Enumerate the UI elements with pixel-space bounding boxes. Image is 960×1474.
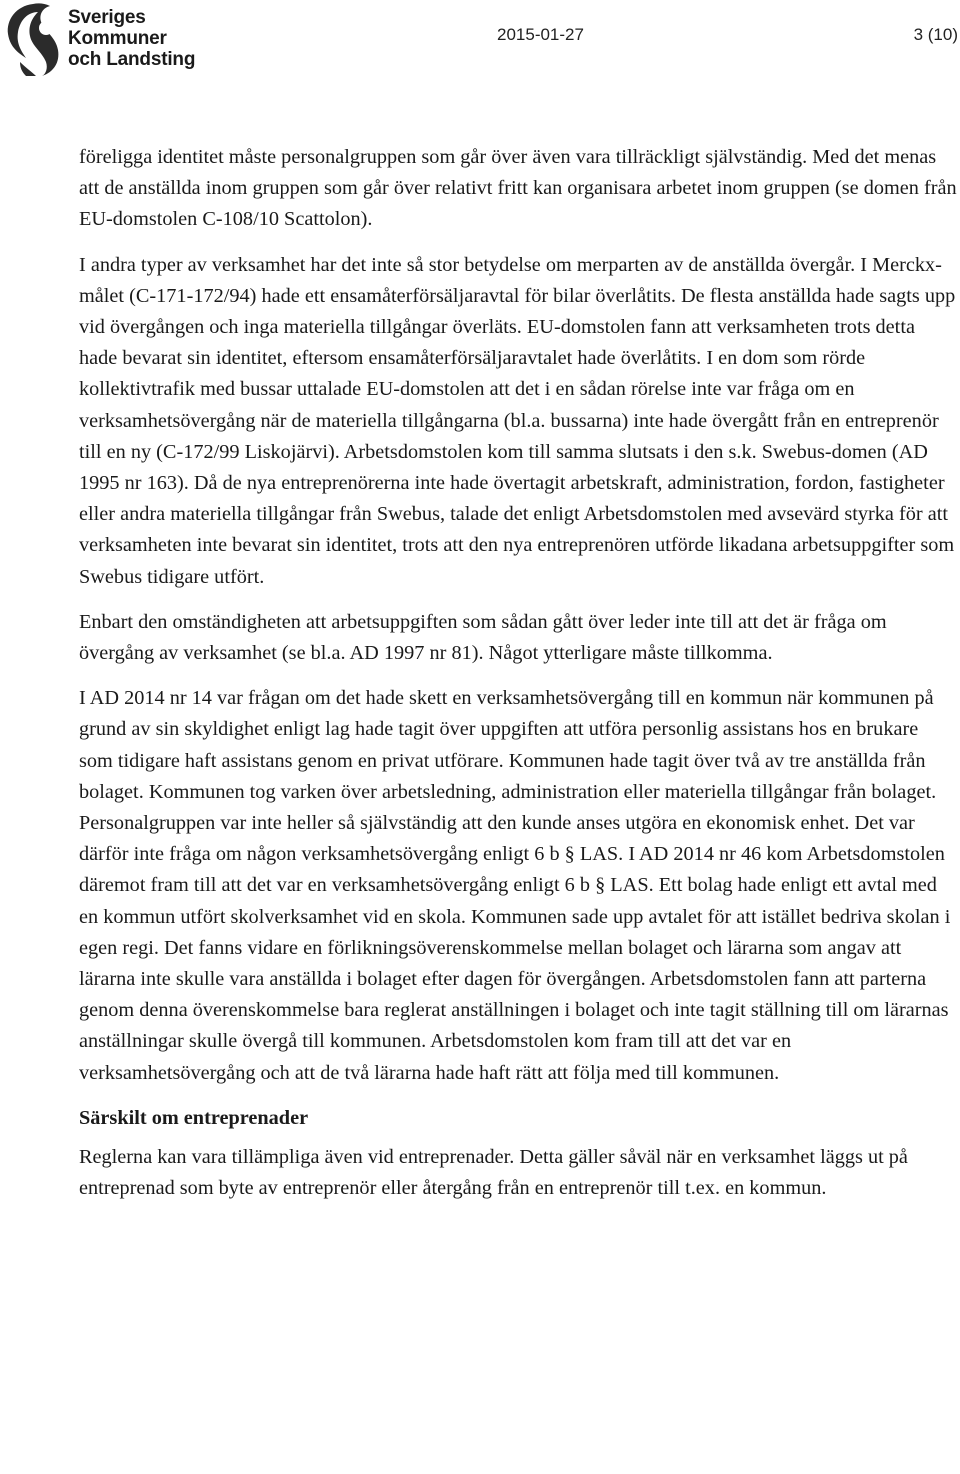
paragraph-1: föreligga identitet måste personalgruppen som går över även vara tillräckligt självständig. Med det menas att de anställda inom gruppen som går över relativt fritt kan organisara arbetet inom gruppen (se domen från EU-domstolen C-108/10 Scattolon). xyxy=(79,146,957,231)
page-number: 3 (10) xyxy=(913,25,958,44)
document-date: 2015-01-27 xyxy=(497,25,584,44)
logo-text-line3: och Landsting xyxy=(68,49,196,70)
paragraph-3: Enbart den omständigheten att arbetsuppgiften som sådan gått över leder inte till att det är fråga om övergång av verksamhet (se bl.a. AD 1997 nr 81). Något ytterligare måste tillkomma. xyxy=(79,610,887,665)
section-heading: Särskilt om entreprenader xyxy=(79,1106,309,1129)
document-body xyxy=(79,142,957,1215)
paragraph-4: I AD 2014 nr 14 var frågan om det hade skett en verksamhetsövergång till en kommun när kommunen på grund av sin skyldighet enligt lag hade tagit över uppgiften att utföra personlig assistans hos en brukare som tidigare haft assistans genom en privat utförare. Kommunen hade tagit över två av tre anställda från bolaget. Kommunen tog varken över arbetsledning, administration eller materiella tillgångar från bolaget. Personalgruppen var inte heller så självständig att den kunde anses utgöra en ekonomisk enhet. Det var därför inte fråga om någon verksamhetsövergång enligt 6 b § LAS. I AD 2014 nr 46 kom Arbetsdomstolen däremot fram till att det var en verksamhetsövergång enligt 6 b § LAS. Ett bolag hade enligt ett avtal med en kommun utfört skolverksamhet vid en skola. Kommunen sade upp avtalet för att istället bedriva skolan i egen regi. Det fanns vidare en förlikningsöverenskommelse mellan bolaget och lärarna som angav att lärarna inte skulle vara anställda i bolaget efter dagen för övergången. Arbetsdomstolen fann att parterna genom denna överenskommelse bara reglerat anställningen i bolaget och inte tagit ställning till om lärarnas anställningar skulle övergå till kommunen. Arbetsdomstolen kom fram till att det var en verksamhetsövergång och att de två lärarna hade haft rätt att följa med till kommunen. xyxy=(79,687,951,1084)
logo-text-line1: Sveriges xyxy=(68,7,146,28)
logo-text-line2: Kommuner xyxy=(68,28,167,49)
skl-logo xyxy=(2,2,196,76)
skl-emblem-icon xyxy=(2,2,64,76)
page-header xyxy=(0,0,960,80)
paragraph-2: I andra typer av verksamhet har det inte så stor betydelse om merparten av de anställda övergår. I Merckx-målet (C-171-172/94) hade ett ensamåterförsäljaravtal för bilar överlåtits. De flesta anställda hade sagts upp vid övergången och inga materiella tillgångar överläts. EU-domstolen fann att verksamheten trots detta hade bevarat sin identitet, eftersom ensamåterförsäljaravtalet hade överlåtits. I en dom som rörde kollektivtrafik med bussar uttalade EU-domstolen att det i en sådan rörelse inte var fråga om en verksamhetsövergång när de materiella tillgångarna (bl.a. bussarna) inte hade övergått från en entreprenör till en ny (C-172/99 Liskojärvi). Arbetsdomstolen kom till samma slutsats i den s.k. Swebus-domen (AD 1995 nr 163). Då de nya entreprenörerna inte hade övertagit arbetskraft, administration, fordon, fastigheter eller andra materiella tillgångar från Swebus, talade det enligt Arbetsdomstolen med avsevärd styrka för att verksamheten inte bevarat sin identitet, trots att den nya entreprenören utförde likadana arbetsuppgifter som Swebus tidigare utfört. xyxy=(79,253,956,588)
paragraph-5: Reglerna kan vara tillämpliga även vid entreprenader. Detta gäller såväl när en verksamhet läggs ut på entreprenad som byte av entreprenör eller återgång från en entreprenör till t.ex. en kommun. xyxy=(79,1146,908,1200)
